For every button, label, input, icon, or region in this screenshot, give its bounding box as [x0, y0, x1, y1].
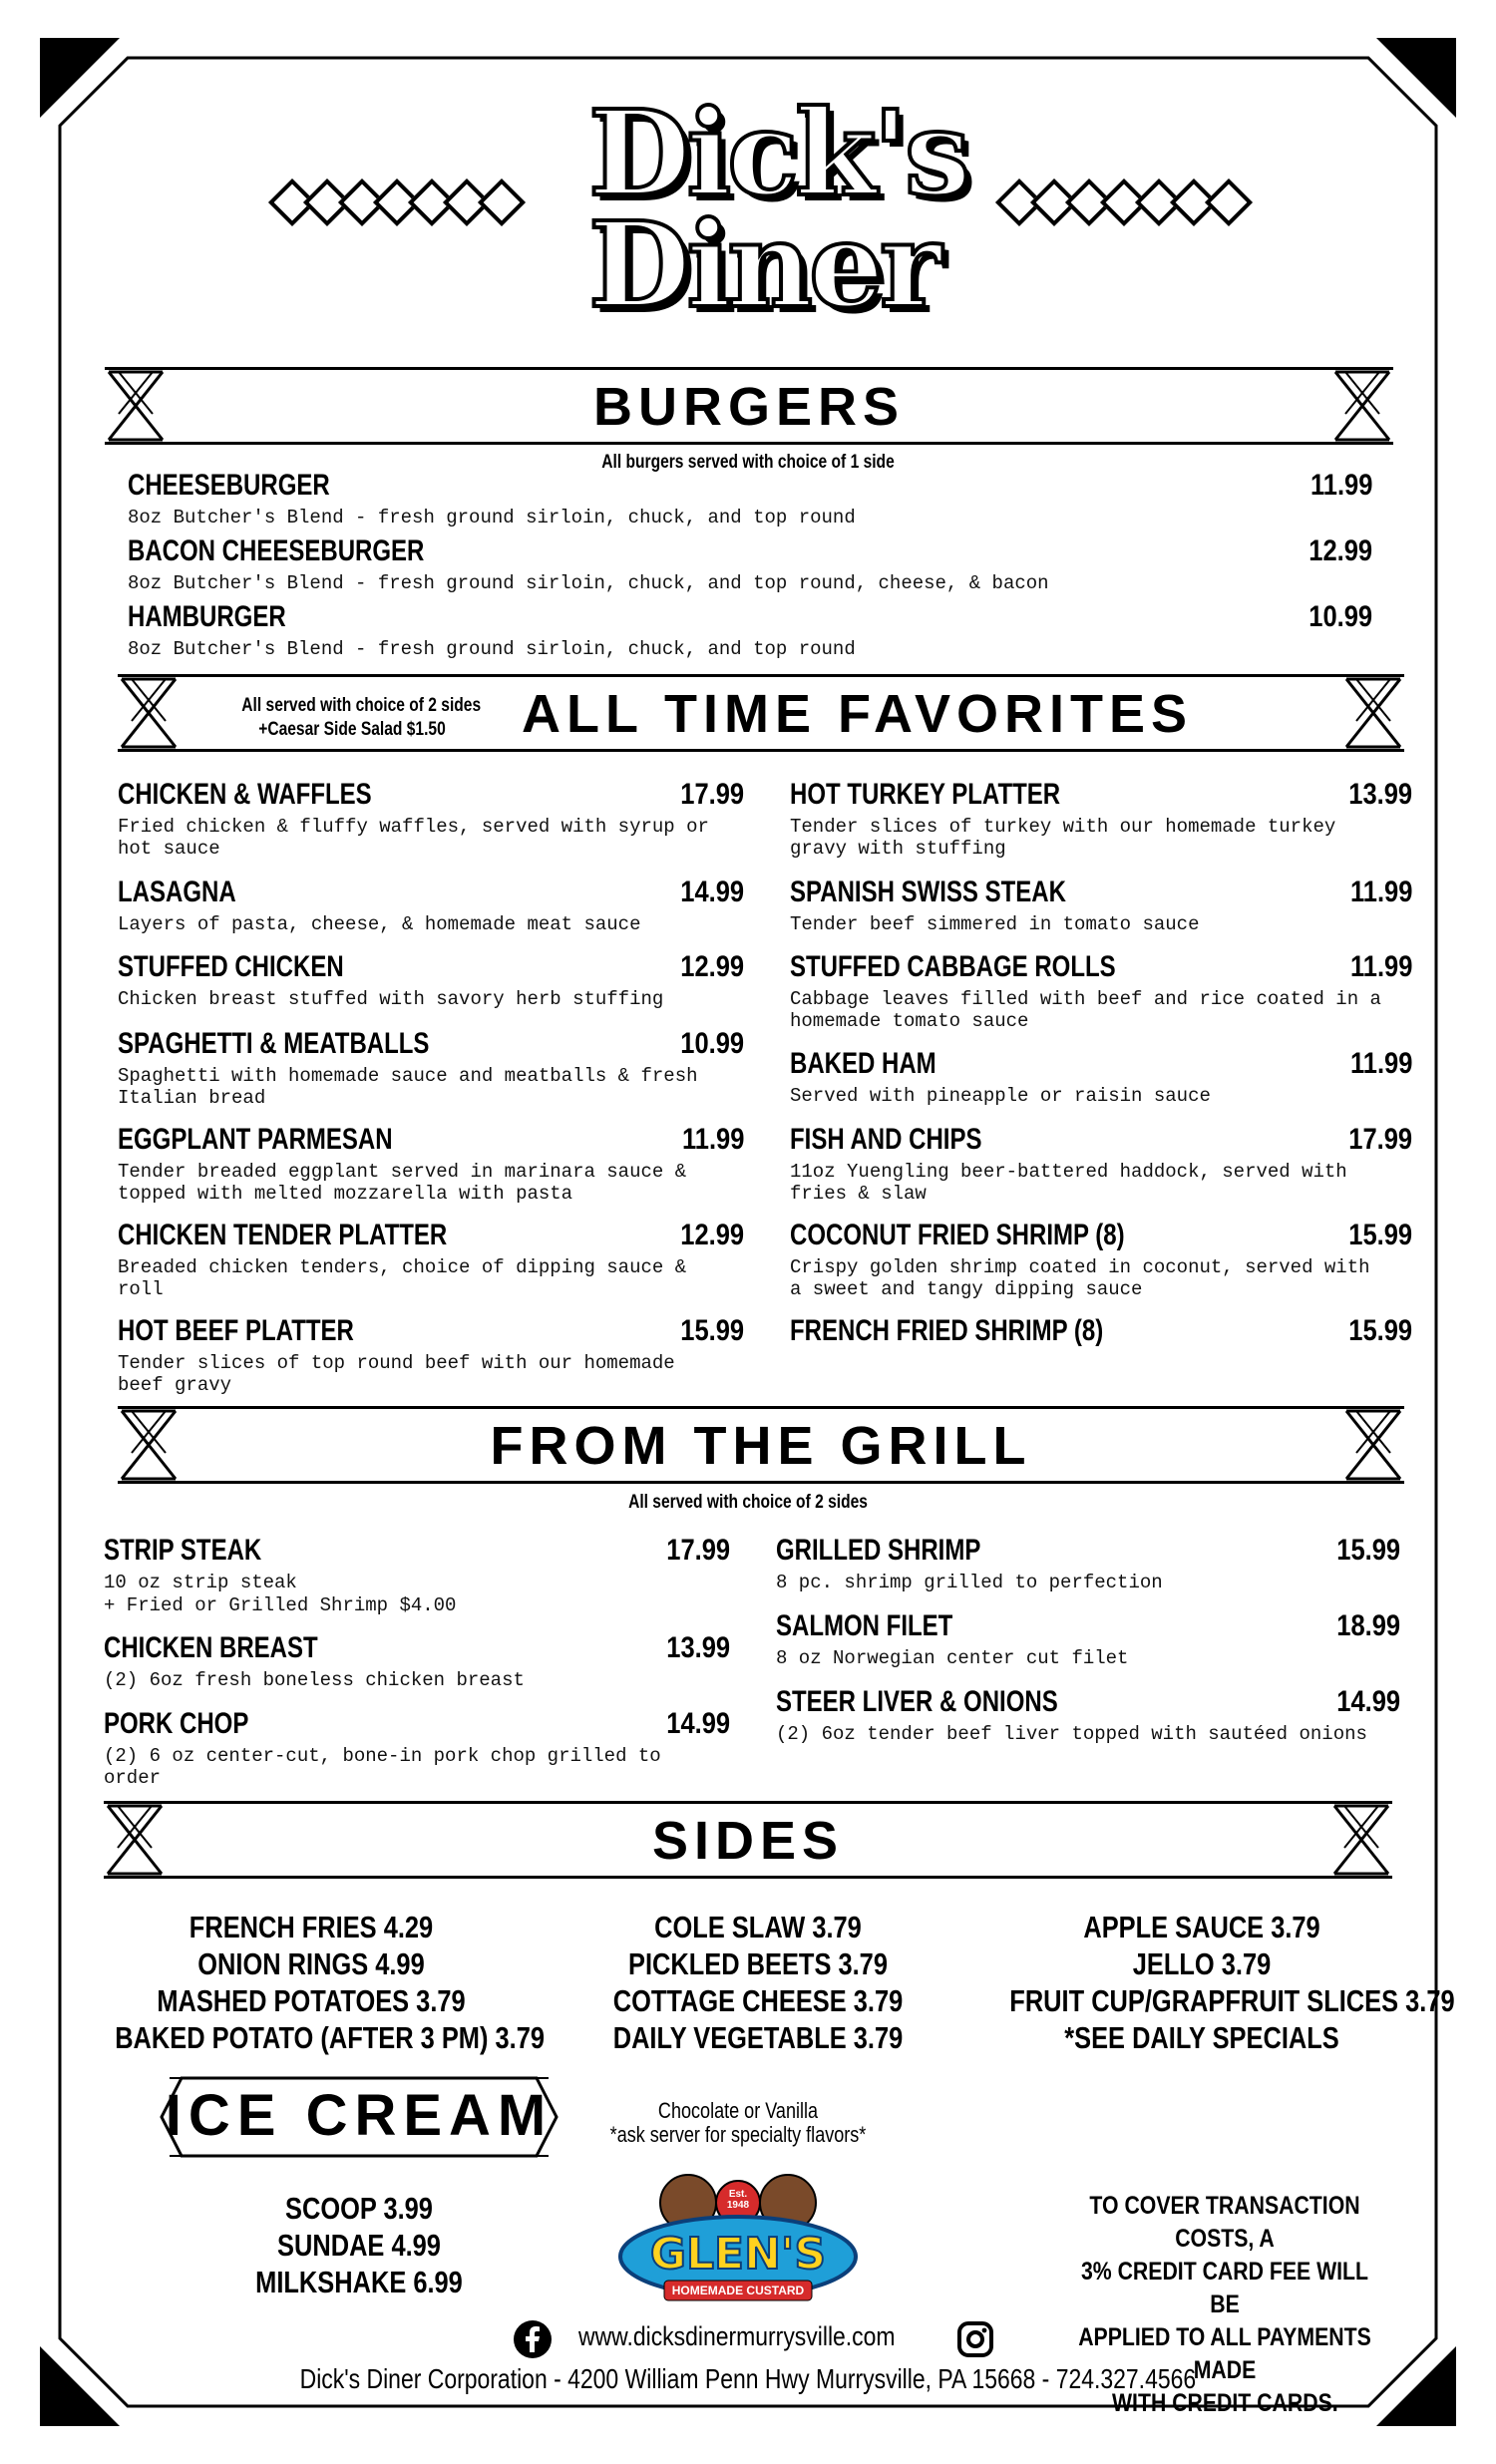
item-price: 15.99 — [1348, 1219, 1412, 1251]
item-name: COCONUT FRIED SHRIMP (8) — [790, 1219, 1125, 1251]
glens-brand-name: GLEN'S — [649, 2229, 827, 2280]
side-item: ONION RINGS 4.99 — [197, 1946, 425, 1981]
item-description: Layers of pasta, cheese, & homemade meat sauce — [118, 913, 641, 935]
item-description: fries & slaw — [790, 1183, 927, 1205]
instagram-icon[interactable] — [955, 2319, 995, 2359]
dicks-diner-logo: Dick's Diner — [588, 84, 967, 334]
item-name: BAKED HAM — [790, 1047, 936, 1080]
item-price: 10.99 — [1309, 600, 1372, 633]
item-name: PORK CHOP — [104, 1707, 249, 1740]
icecream-specialty-note: *ask server for specialty flavors* — [609, 2122, 867, 2147]
side-item: JELLO 3.79 — [1132, 1946, 1272, 1981]
section-title-grill: FROM THE GRILL — [490, 1416, 1032, 1476]
item-description: a sweet and tangy dipping sauce — [790, 1278, 1143, 1300]
icecream-banner — [160, 2076, 559, 2158]
item-price: 11.99 — [681, 1123, 744, 1156]
item-description: Fried chicken & fluffy waffles, served with syrup or — [118, 816, 709, 838]
icecream-item: SCOOP 3.99 — [285, 2191, 433, 2226]
item-name: GRILLED SHRIMP — [776, 1534, 981, 1567]
item-name: CHICKEN TENDER PLATTER — [118, 1219, 448, 1251]
icecream-item: SUNDAE 4.99 — [277, 2228, 441, 2263]
side-item: COTTAGE CHEESE 3.79 — [612, 1983, 904, 2018]
side-item: MASHED POTATOES 3.79 — [157, 1983, 466, 2018]
favorites-note-line2: +Caesar Side Salad $1.50 — [258, 719, 446, 740]
item-description: + Fried or Grilled Shrimp $4.00 — [104, 1594, 457, 1616]
favorites-banner — [118, 674, 1404, 752]
item-name: STUFFED CHICKEN — [118, 950, 344, 983]
item-name: SPAGHETTI & MEATBALLS — [118, 1027, 430, 1060]
item-name: EGGPLANT PARMESAN — [118, 1123, 393, 1156]
item-description: Cabbage leaves filled with beef and rice coated in a — [790, 988, 1381, 1010]
diamond-ornament-right — [1002, 185, 1247, 219]
item-description: 8oz Butcher's Blend - fresh ground sirloin, chuck, and top round — [128, 507, 856, 528]
item-price: 11.99 — [1349, 1047, 1412, 1080]
item-description: order — [104, 1767, 162, 1789]
side-item: FRUIT CUP/GRAPFRUIT SLICES 3.79 — [1009, 1983, 1455, 2018]
item-price: 15.99 — [680, 1314, 744, 1347]
item-price: 11.99 — [1349, 950, 1412, 983]
grill-note: All served with choice of 2 sides — [628, 1492, 868, 1513]
item-price: 12.99 — [680, 1219, 744, 1251]
side-item: *SEE DAILY SPECIALS — [1064, 2020, 1339, 2055]
item-price: 14.99 — [1336, 1685, 1400, 1718]
item-price: 18.99 — [1336, 1609, 1400, 1642]
sides-banner — [104, 1801, 1392, 1879]
item-description: 11oz Yuengling beer-battered haddock, served with — [790, 1161, 1347, 1183]
facebook-icon[interactable] — [513, 2319, 553, 2359]
icecream-item: MILKSHAKE 6.99 — [255, 2265, 463, 2299]
item-description: Tender breaded eggplant served in marinara sauce & — [118, 1161, 687, 1183]
item-price: 13.99 — [666, 1631, 730, 1664]
item-description: (2) 6 oz center-cut, bone-in pork chop grilled to — [104, 1745, 661, 1767]
item-description: Tender slices of turkey with our homemade turkey — [790, 816, 1336, 838]
item-description: Italian bread — [118, 1087, 266, 1109]
item-description: Tender beef simmered in tomato sauce — [790, 913, 1200, 935]
item-price: 11.99 — [1349, 876, 1412, 908]
glens-custard-logo — [614, 2169, 862, 2316]
item-description: beef gravy — [118, 1374, 232, 1396]
favorites-note-line1: All served with choice of 2 sides — [241, 695, 482, 716]
footer-address: Dick's Diner Corporation - 4200 William Penn Hwy Murrysville, PA 15668 - 724.327.4566 — [299, 2363, 1197, 2394]
section-title-burgers: BURGERS — [592, 377, 906, 437]
sides-column-2 — [559, 1909, 957, 2056]
item-price: 17.99 — [1348, 1123, 1412, 1156]
item-description: 8 oz Norwegian center cut filet — [776, 1647, 1129, 1669]
diamond-ornament-left — [275, 185, 520, 219]
menu-item — [128, 534, 1372, 594]
item-price: 17.99 — [680, 778, 744, 811]
item-price: 14.99 — [680, 876, 744, 908]
side-item: FRENCH FRIES 4.29 — [188, 1910, 434, 1944]
item-description: topped with melted mozzarella with pasta — [118, 1183, 573, 1205]
item-name: LASAGNA — [118, 876, 236, 908]
credit-card-fee-notice: TO COVER TRANSACTION COSTS, A 3% CREDIT CARD FEE WILL BE APPLIED TO ALL PAYMENTS MADE WITH CREDIT CARDS. — [1078, 2192, 1371, 2417]
item-description: (2) 6oz tender beef liver topped with sautéed onions — [776, 1723, 1367, 1745]
grill-banner — [118, 1406, 1404, 1484]
item-name: FRENCH FRIED SHRIMP (8) — [790, 1314, 1104, 1347]
item-name: CHICKEN & WAFFLES — [118, 778, 372, 811]
glens-tagline: HOMEMADE CUSTARD — [671, 2284, 805, 2297]
item-description: Chicken breast stuffed with savory herb stuffing — [118, 988, 664, 1010]
item-name: CHICKEN BREAST — [104, 1631, 318, 1664]
item-description: 10 oz strip steak — [104, 1572, 297, 1593]
item-name: BACON CHEESEBURGER — [128, 534, 425, 567]
item-description: Spaghetti with homemade sauce and meatballs & fresh — [118, 1065, 698, 1087]
sides-column-3 — [967, 1909, 1455, 2056]
side-item: APPLE SAUCE 3.79 — [1083, 1910, 1320, 1944]
icecream-flavors: Chocolate or Vanilla — [657, 2098, 819, 2123]
sides-column-1 — [72, 1909, 551, 2056]
item-name: HOT TURKEY PLATTER — [790, 778, 1061, 811]
item-name: STUFFED CABBAGE ROLLS — [790, 950, 1116, 983]
item-description: 8oz Butcher's Blend - fresh ground sirloin, chuck, and top round, cheese, & bacon — [128, 572, 1049, 594]
item-description: Tender slices of top round beef with our homemade — [118, 1352, 675, 1374]
side-item: COLE SLAW 3.79 — [654, 1910, 862, 1944]
icecream-items — [189, 2190, 529, 2300]
item-price: 13.99 — [1348, 778, 1412, 811]
item-description: Breaded chicken tenders, choice of dipping sauce & — [118, 1256, 687, 1278]
item-price: 15.99 — [1348, 1314, 1412, 1347]
section-title-favorites: ALL TIME FAVORITES — [522, 684, 1194, 744]
banner-x-ornament-icon — [118, 677, 180, 749]
item-description: 8oz Butcher's Blend - fresh ground sirloin, chuck, and top round — [128, 638, 856, 660]
item-name: FISH AND CHIPS — [790, 1123, 982, 1156]
menu-item — [128, 600, 1372, 660]
item-description: Crispy golden shrimp coated in coconut, served with — [790, 1256, 1370, 1278]
item-description: roll — [118, 1278, 164, 1300]
item-price: 11.99 — [1309, 469, 1372, 502]
item-name: SPANISH SWISS STEAK — [790, 876, 1066, 908]
burgers-banner — [105, 367, 1393, 445]
banner-x-ornament-icon — [1342, 677, 1404, 749]
menu-item — [128, 469, 1372, 528]
item-description: gravy with stuffing — [790, 838, 1006, 860]
item-price: 17.99 — [666, 1534, 730, 1567]
item-name: STEER LIVER & ONIONS — [776, 1685, 1058, 1718]
item-name: CHEESEBURGER — [128, 469, 330, 502]
item-name: HAMBURGER — [128, 600, 286, 633]
item-description: 8 pc. shrimp grilled to perfection — [776, 1572, 1163, 1593]
item-price: 12.99 — [1309, 534, 1372, 567]
side-item: DAILY VEGETABLE 3.79 — [612, 2020, 904, 2055]
item-description: Served with pineapple or raisin sauce — [790, 1085, 1211, 1107]
item-price: 12.99 — [680, 950, 744, 983]
item-name: SALMON FILET — [776, 1609, 953, 1642]
item-description: hot sauce — [118, 838, 220, 860]
item-name: STRIP STEAK — [104, 1534, 262, 1567]
item-description: (2) 6oz fresh boneless chicken breast — [104, 1669, 525, 1691]
item-price: 15.99 — [1336, 1534, 1400, 1567]
glens-est: Est. 1948 — [726, 2189, 750, 2211]
item-price: 14.99 — [666, 1707, 730, 1740]
side-item: PICKLED BEETS 3.79 — [628, 1946, 888, 1981]
item-price: 10.99 — [680, 1027, 744, 1060]
section-title-sides: SIDES — [651, 1811, 845, 1871]
item-description: homemade tomato sauce — [790, 1010, 1029, 1032]
burgers-note: All burgers served with choice of 1 side — [601, 452, 895, 473]
item-name: HOT BEEF PLATTER — [118, 1314, 354, 1347]
section-title-icecream: ICE CREAM — [165, 2083, 554, 2148]
website-link[interactable]: www.dicksdinermurrysville.com — [578, 2321, 896, 2351]
side-item: BAKED POTATO (AFTER 3 PM) 3.79 — [115, 2020, 545, 2055]
